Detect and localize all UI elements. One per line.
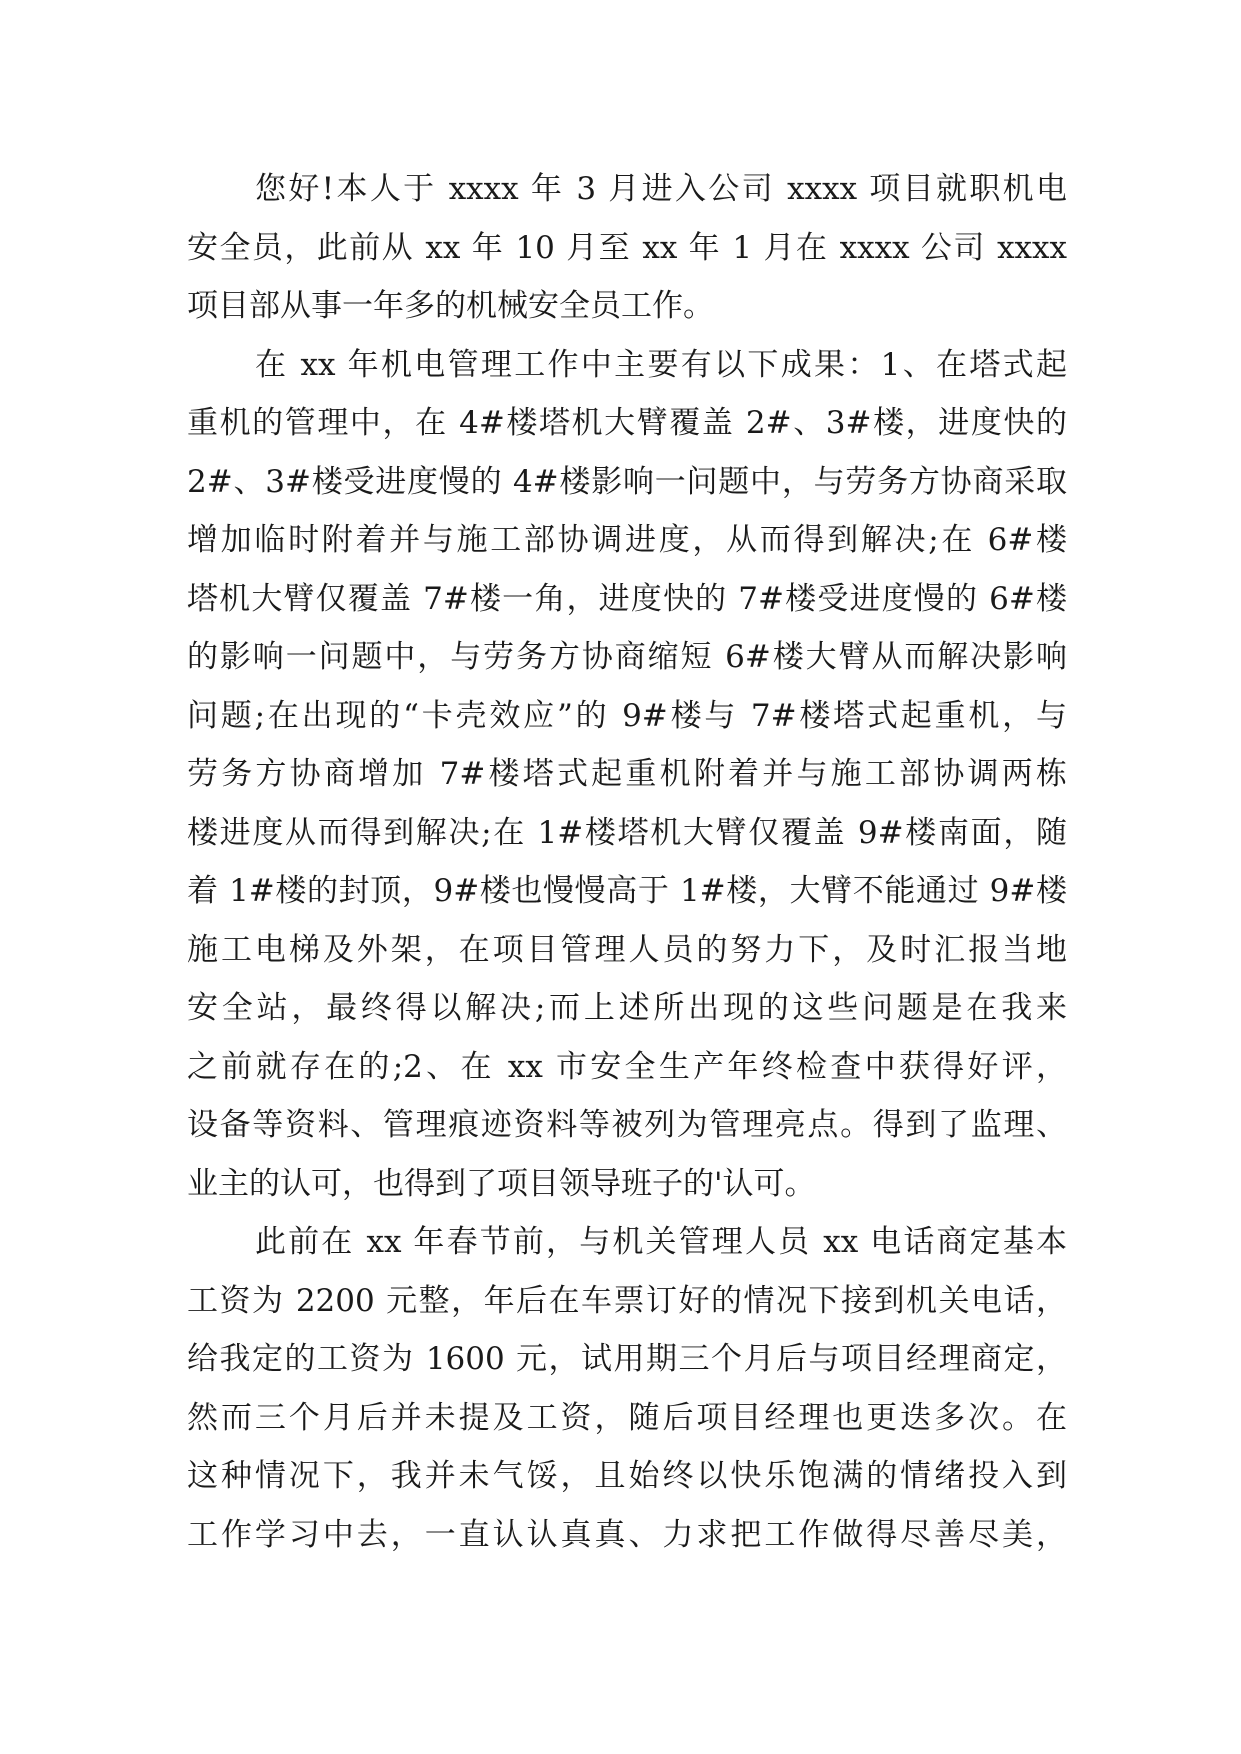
text-line: 此前在 xx 年春节前，与机关管理人员 xx 电话商定基本 [255, 1224, 1067, 1260]
text-line: 工资为 2200 元整，年后在车票订好的情况下接到机关电话， [187, 1282, 1067, 1319]
text-line: 这种情况下，我并未气馁，且始终以快乐饱满的情绪投入到 [187, 1458, 1067, 1494]
text-line: 业主的认可，也得到了项目领导班子的'认可。 [187, 1165, 816, 1202]
text-line: 之前就存在的;2、在 xx 市安全生产年终检查中获得好评， [187, 1048, 1067, 1085]
text-line: 的影响一问题中，与劳务方协商缩短 6#楼大臂从而解决影响 [187, 639, 1067, 675]
text-line: 工作学习中去，一直认认真真、力求把工作做得尽善尽美， [187, 1516, 1067, 1553]
text-line: 设备等资料、管理痕迹资料等被列为管理亮点。得到了监理、 [187, 1107, 1067, 1143]
text-line: 项目部从事一年多的机械安全员工作。 [187, 288, 714, 324]
document-body [187, 160, 1067, 1564]
text-line: 问题;在出现的“卡壳效应”的 9#楼与 7#楼塔式起重机，与 [187, 697, 1067, 734]
text-line: 安全站，最终得以解决;而上述所出现的这些问题是在我来 [187, 990, 1067, 1026]
text-line: 施工电梯及外架，在项目管理人员的努力下，及时汇报当地 [187, 931, 1067, 968]
text-line: 重机的管理中，在 4#楼塔机大臂覆盖 2#、3#楼，进度快的 [187, 405, 1067, 441]
paragraph-salary [187, 1213, 1067, 1564]
paragraph-intro [187, 160, 1067, 336]
text-line: 安全员，此前从 xx 年 10 月至 xx 年 1 月在 xxxx 公司 xxxx [187, 229, 1067, 266]
text-line: 然而三个月后并未提及工资，随后项目经理也更迭多次。在 [187, 1399, 1067, 1436]
text-line: 劳务方协商增加 7#楼塔式起重机附着并与施工部协调两栋 [187, 756, 1067, 792]
text-line: 着 1#楼的封顶，9#楼也慢慢高于 1#楼，大臂不能通过 9#楼 [187, 873, 1067, 909]
text-line: 给我定的工资为 1600 元，试用期三个月后与项目经理商定， [187, 1341, 1067, 1377]
text-line: 在 xx 年机电管理工作中主要有以下成果：1、在塔式起 [255, 346, 1067, 383]
text-line: 楼进度从而得到解决;在 1#楼塔机大臂仅覆盖 9#楼南面，随 [187, 814, 1067, 851]
text-line: 增加临时附着并与施工部协调进度，从而得到解决;在 6#楼 [187, 522, 1067, 558]
text-line: 塔机大臂仅覆盖 7#楼一角，进度快的 7#楼受进度慢的 6#楼 [187, 580, 1067, 617]
paragraph-achievements [187, 336, 1067, 1214]
text-line: 2#、3#楼受进度慢的 4#楼影响一问题中，与劳务方协商采取 [187, 463, 1067, 500]
text-line: 您好!本人于 xxxx 年 3 月进入公司 xxxx 项目就职机电 [255, 171, 1067, 207]
